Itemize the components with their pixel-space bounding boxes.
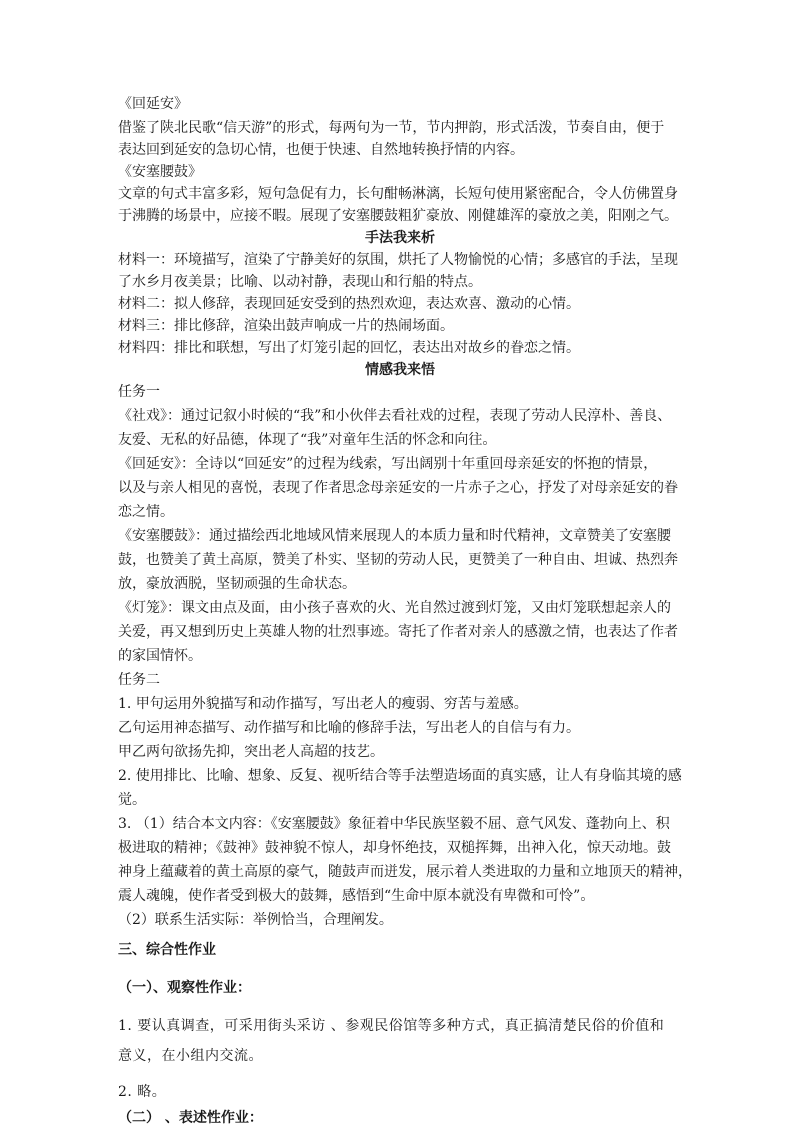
text-line: 放，豪放洒脱，坚韧顽强的生命状态。 (118, 576, 356, 592)
text-line: 以及与亲人相见的喜悦，表现了作者思念母亲延安的一片赤子之心，抒发了对母亲延安的眷 (118, 480, 678, 496)
text-line: 任务二 (118, 672, 160, 688)
text-line: 任务一 (118, 384, 160, 400)
text-line: 友爱、无私的好品德，体现了“我”对童年生活的怀念和向往。 (118, 432, 497, 448)
text-line: 《安塞腰鼓》 (118, 164, 202, 180)
text-line: 乙句运用神态描写、动作描写和比喻的修辞手法，写出老人的自信与有力。 (118, 720, 580, 736)
text-line: 的家国情怀。 (118, 648, 202, 664)
text-line: 3. （1）结合本文内容：《安塞腰鼓》象征着中华民族坚毅不屈、意气风发、蓬勃向上、积 (118, 816, 670, 832)
section-heading: 三、综合性作业 (118, 942, 216, 958)
text-line: 表达回到延安的急切心情，也便于快速、自然地转换抒情的内容。 (118, 142, 524, 158)
text-line: 《社戏》：通过记叙小时候的“我”和小伙伴去看社戏的过程，表现了劳动人民淳朴、善良、 (118, 408, 672, 424)
text-line: 1. 要认真调查，可采用街头采访 、参观民俗馆等多种方式，真正搞清楚民俗的价值和 (118, 1018, 665, 1034)
text-line: 材料二：拟人修辞，表现回延安受到的热烈欢迎，表达欢喜、激动的心情。 (118, 296, 580, 312)
text-line: 极进取的精神；《鼓神》鼓神貌不惊人，却身怀绝技，双槌挥舞，出神入化，惊天动地。鼓 (118, 840, 671, 856)
text-line: 觉。 (118, 792, 146, 808)
text-line: （2）联系生活实际：举例恰当，合理阐发。 (118, 912, 393, 928)
text-line: 1. 甲句运用外貌描写和动作描写，写出老人的瘦弱、穷苦与羞感。 (118, 696, 528, 712)
text-line: 借鉴了陕北民歌“信天游”的形式，每两句为一节，节内押韵，形式活泼，节奏自由，便于 (118, 120, 665, 136)
text-line: 了水乡月夜美景；比喻、以动衬静，表现山和行船的特点。 (118, 274, 482, 290)
text-line: 甲乙两句欲扬先抑，突出老人高超的技艺。 (118, 744, 384, 760)
text-line: 恋之情。 (118, 504, 174, 520)
text-line: 文章的句式丰富多彩，短句急促有力，长句酣畅淋漓，长短句使用紧密配合，令人仿佛置身 (118, 186, 678, 202)
subsection-heading: （二） 、表述性作业： (118, 1110, 263, 1126)
text-line: 材料三：排比修辞，渲染出鼓声响成一片的热闹场面。 (118, 318, 454, 334)
text-line: 《回延安》：全诗以“回延安”的过程为线索，写出阔别十年重回母亲延安的怀抱的情景， (118, 456, 658, 472)
text-line: 《灯笼》：课文由点及面，由小孩子喜欢的火、光自然过渡到灯笼，又由灯笼联想起亲人的 (118, 600, 671, 616)
subsection-heading: （一）、观察性作业： (118, 980, 251, 996)
text-line: 鼓，也赞美了黄土高原，赞美了朴实、坚韧的劳动人民，更赞美了一种自由、坦诚、热烈奔 (118, 552, 678, 568)
text-line: 震人魂魄，使作者受到极大的鼓舞，感悟到“生命中原本就没有卑微和可怜”。 (118, 888, 595, 904)
text-line: 意义，在小组内交流。 (118, 1048, 263, 1064)
text-line: 2. 使用排比、比喻、想象、反复、视听结合等手法塑造场面的真实感，让人有身临其境的感 (118, 768, 682, 784)
section-heading: 情感我来悟 (365, 362, 435, 378)
text-line: 材料四：排比和联想，写出了灯笼引起的回忆，表达出对故乡的眷恋之情。 (118, 340, 580, 356)
text-line: 2. 略。 (118, 1084, 167, 1100)
text-line: 材料一：环境描写，渲染了宁静美好的氛围，烘托了人物愉悦的心情；多感官的手法，呈现 (118, 252, 678, 268)
text-line: 关爱，再又想到历史上英雄人物的壮烈事迹。寄托了作者对亲人的感激之情，也表达了作者 (118, 624, 678, 640)
text-line: 《安塞腰鼓》：通过描绘西北地域风情来展现人的本质力量和时代精神，文章赞美了安塞腰 (118, 528, 671, 544)
text-line: 于沸腾的场景中，应接不暇。展现了安塞腰鼓粗犷豪放、刚健雄浑的豪放之美，阳刚之气。 (118, 208, 678, 224)
text-line: 《回延安》 (118, 96, 188, 112)
section-heading: 手法我来析 (365, 230, 435, 246)
text-line: 神身上蕴藏着的黄土高原的豪气，随鼓声而迸发，展示着人类进取的力量和立地顶天的精神， (118, 864, 692, 880)
